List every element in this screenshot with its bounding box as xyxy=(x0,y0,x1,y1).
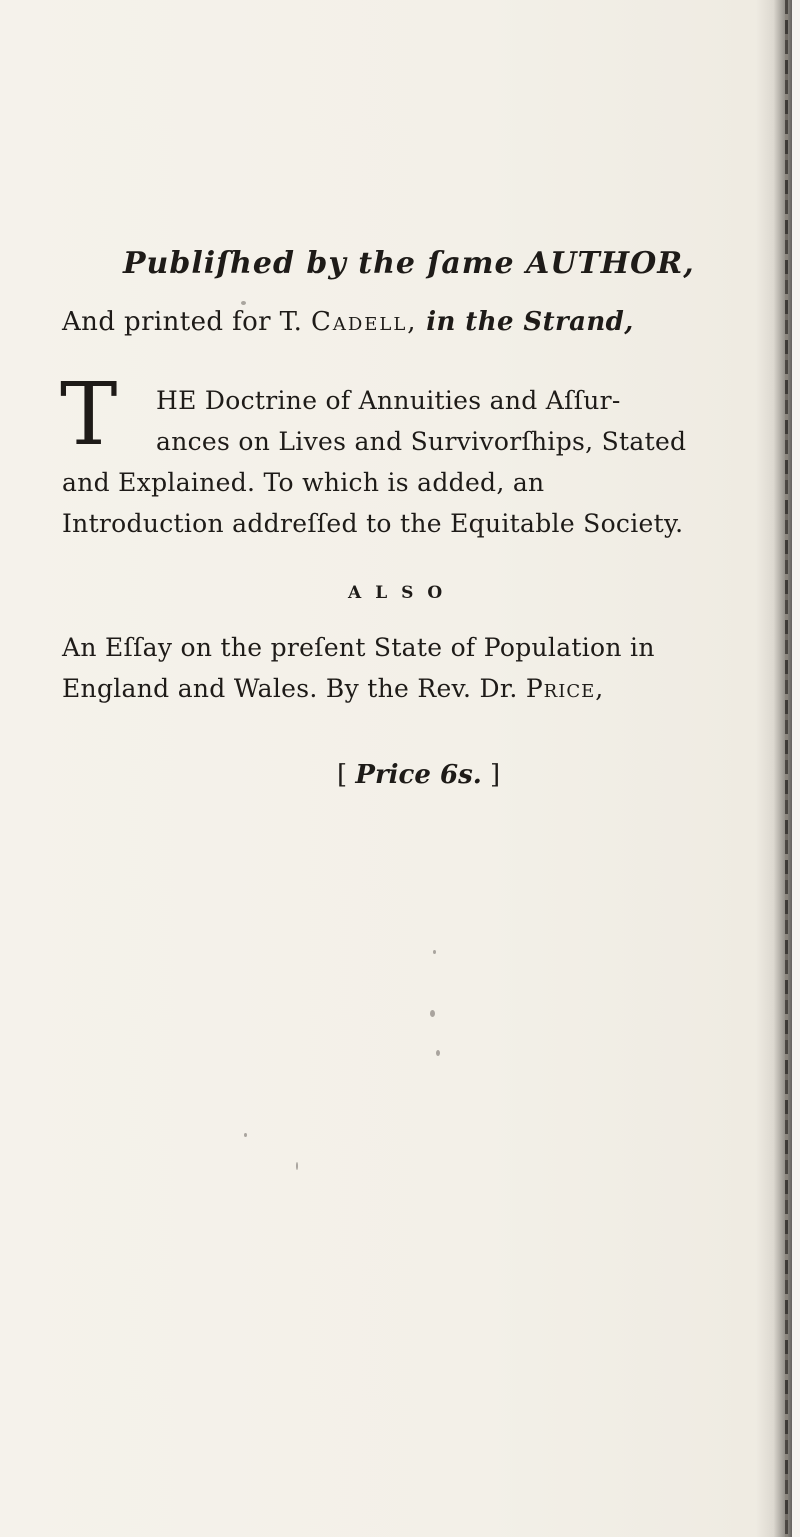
paper-speck xyxy=(244,1133,247,1137)
price-close-bracket: ] xyxy=(490,760,501,790)
also-separator: ALSO xyxy=(348,583,457,603)
paper-speck xyxy=(430,1010,435,1017)
author-name: Price, xyxy=(525,674,605,703)
paper-speck xyxy=(436,1050,440,1056)
first-work-line-3: and Explained. To which is added, an xyxy=(62,468,545,497)
price-label: Price 6s. xyxy=(355,760,482,790)
first-work-line-1: HE Doctrine of Annuities and Aſſur- xyxy=(156,386,621,415)
printed-for-line xyxy=(62,307,634,337)
published-by-line: Publiſhed by the ſame AUTHOR, xyxy=(123,246,695,281)
paper-speck xyxy=(241,301,246,305)
first-work-line-2: ances on Lives and Survivorſhips, Stated xyxy=(156,427,687,456)
paper-speck xyxy=(296,1162,298,1170)
page-binding-edge xyxy=(756,0,800,1537)
first-work-line-4: Introduction addreſſed to the Equitable Society. xyxy=(62,509,684,538)
second-work-line-1: An Eſſay on the preſent State of Population in xyxy=(62,633,655,662)
second-work-line-2-text: England and Wales. By the Rev. Dr. xyxy=(62,674,518,703)
printer-location: in the Strand, xyxy=(426,307,634,337)
printer-name: Cadell, xyxy=(310,307,418,337)
second-work-line-2 xyxy=(62,674,604,703)
price-line xyxy=(337,760,500,790)
paper-speck xyxy=(433,950,436,954)
drop-cap: T xyxy=(60,365,118,465)
price-open-bracket: [ xyxy=(337,760,348,790)
printed-prefix: And printed for T. xyxy=(62,307,303,337)
